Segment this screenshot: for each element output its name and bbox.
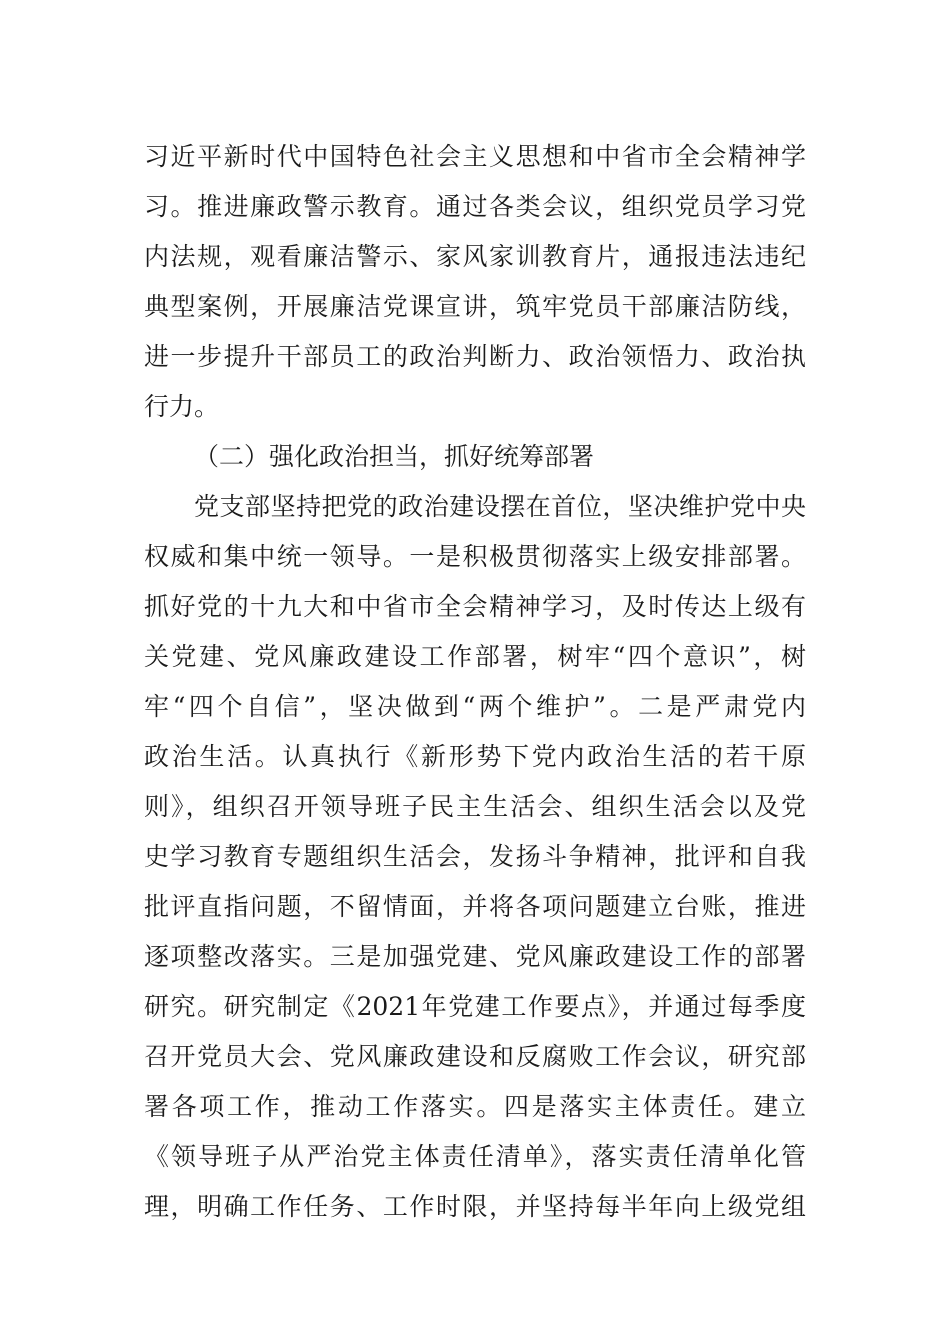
- text-line: 理，明确工作任务、工作时限，并坚持每半年向上级党组: [144, 1192, 806, 1221]
- text-line: 牢“四个自信”，坚决做到“两个维护”。二是严肃党内: [144, 692, 806, 721]
- section-heading: （二）强化政治担当，抓好统筹部署: [194, 442, 595, 471]
- text-line: 关党建、党风廉政建设工作部署，树牢“四个意识”，树: [144, 642, 806, 671]
- text-line: 行力。: [144, 392, 220, 421]
- text-line: 则》，组织召开领导班子民主生活会、组织生活会以及党: [144, 792, 806, 821]
- text-line: 署各项工作，推动工作落实。四是落实主体责任。建立: [144, 1092, 806, 1121]
- text-line: 抓好党的十九大和中省市全会精神学习，及时传达上级有: [144, 592, 806, 621]
- text-line: 政治生活。认真执行《新形势下党内政治生活的若干原: [144, 742, 806, 771]
- text-line: 《领导班子从严治党主体责任清单》，落实责任清单化管: [144, 1142, 806, 1171]
- text-line: 进一步提升干部员工的政治判断力、政治领悟力、政治执: [144, 342, 806, 371]
- text-line: 研究。研究制定《2021年党建工作要点》，并通过每季度: [144, 992, 806, 1021]
- text-line: 权威和集中统一领导。一是积极贯彻落实上级安排部署。: [144, 542, 806, 571]
- text-line: 召开党员大会、党风廉政建设和反腐败工作会议，研究部: [144, 1042, 806, 1071]
- text-line: 史学习教育专题组织生活会，发扬斗争精神，批评和自我: [144, 842, 806, 871]
- text-line: 逐项整改落实。三是加强党建、党风廉政建设工作的部署: [144, 942, 806, 971]
- text-line: 习。推进廉政警示教育。通过各类会议，组织党员学习党: [144, 192, 806, 221]
- text-line: 批评直指问题，不留情面，并将各项问题建立台账，推进: [144, 892, 806, 921]
- text-line: 习近平新时代中国特色社会主义思想和中省市全会精神学: [144, 142, 806, 171]
- text-line: 党支部坚持把党的政治建设摆在首位，坚决维护党中央: [194, 492, 806, 521]
- text-line: 内法规，观看廉洁警示、家风家训教育片，通报违法违纪: [144, 242, 806, 271]
- text-line: 典型案例，开展廉洁党课宣讲，筑牢党员干部廉洁防线，: [144, 292, 806, 321]
